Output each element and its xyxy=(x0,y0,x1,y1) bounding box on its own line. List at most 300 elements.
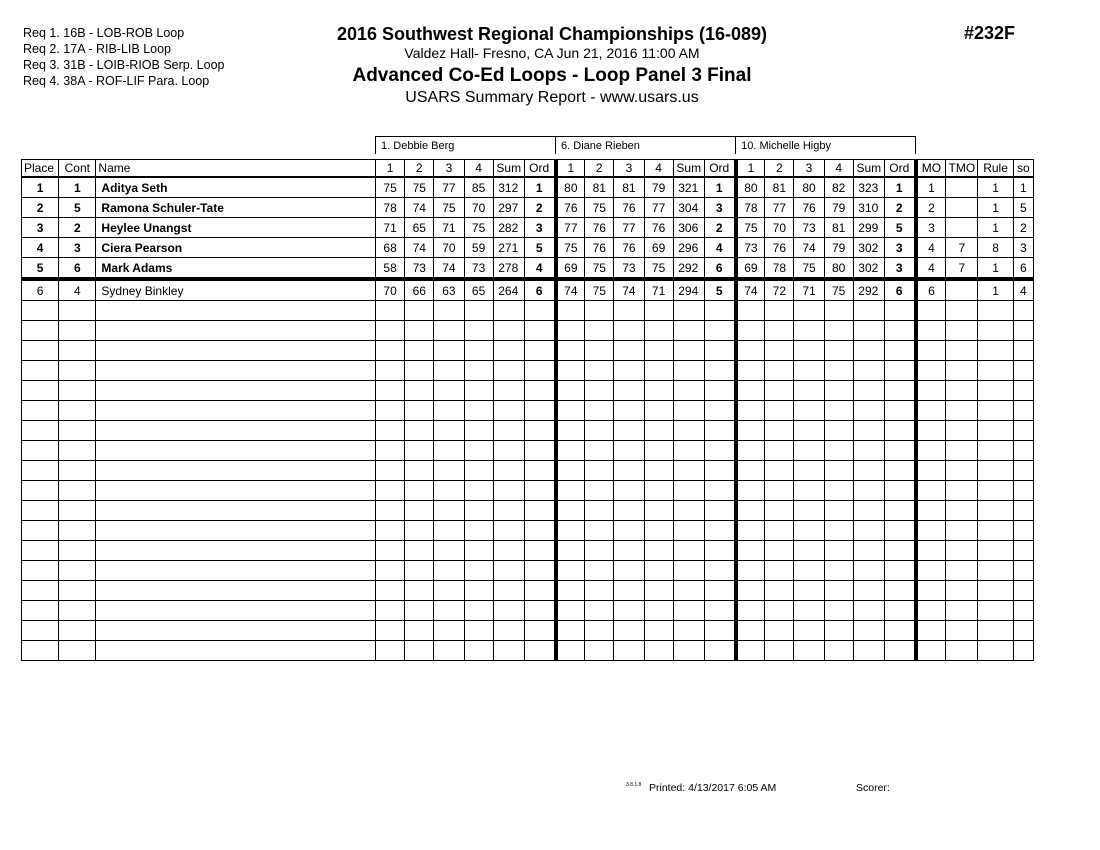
empty-cell xyxy=(644,521,673,541)
score: 74 xyxy=(405,238,434,258)
empty-cell xyxy=(978,441,1013,461)
empty-cell xyxy=(614,601,644,621)
empty-cell xyxy=(493,461,524,481)
rule-cell: 1 xyxy=(978,279,1013,301)
empty-cell xyxy=(493,521,524,541)
empty-cell xyxy=(884,461,915,481)
empty-cell xyxy=(765,461,794,481)
empty-cell xyxy=(22,481,59,501)
mo-cell: 4 xyxy=(916,258,946,280)
judge-3-col-header: 4 xyxy=(824,160,853,178)
result-row xyxy=(22,258,1034,280)
empty-cell xyxy=(376,521,405,541)
empty-cell xyxy=(765,441,794,461)
empty-cell xyxy=(916,541,946,561)
empty-cell xyxy=(96,561,376,581)
judge-1-col-header: 4 xyxy=(464,160,493,178)
empty-cell xyxy=(673,501,704,521)
empty-row xyxy=(22,381,1034,401)
empty-row xyxy=(22,561,1034,581)
empty-cell xyxy=(765,621,794,641)
empty-cell xyxy=(978,321,1013,341)
empty-cell xyxy=(916,381,946,401)
empty-cell xyxy=(916,341,946,361)
judge-2-col-header: 1 xyxy=(556,160,585,178)
empty-cell xyxy=(853,481,884,501)
results-table xyxy=(21,136,1034,661)
skater-name: Ciera Pearson xyxy=(96,238,376,258)
empty-cell xyxy=(673,641,704,661)
empty-cell xyxy=(376,481,405,501)
empty-cell xyxy=(1013,601,1033,621)
tmo-cell xyxy=(946,218,978,238)
judge-1-col-header: 2 xyxy=(405,160,434,178)
empty-cell xyxy=(493,401,524,421)
empty-cell xyxy=(916,501,946,521)
empty-cell xyxy=(884,521,915,541)
empty-cell xyxy=(96,441,376,461)
empty-cell xyxy=(736,361,765,381)
empty-cell xyxy=(614,321,644,341)
so-cell: 4 xyxy=(1013,279,1033,301)
score: 70 xyxy=(434,238,464,258)
empty-cell xyxy=(376,621,405,641)
empty-cell xyxy=(853,381,884,401)
empty-row xyxy=(22,641,1034,661)
empty-cell xyxy=(644,361,673,381)
empty-cell xyxy=(765,581,794,601)
empty-cell xyxy=(644,401,673,421)
empty-cell xyxy=(824,321,853,341)
empty-cell xyxy=(884,321,915,341)
empty-cell xyxy=(704,441,735,461)
mo-cell: 6 xyxy=(916,279,946,301)
empty-cell xyxy=(978,301,1013,321)
empty-cell xyxy=(946,601,978,621)
empty-cell xyxy=(59,441,96,461)
empty-cell xyxy=(824,481,853,501)
empty-cell xyxy=(704,341,735,361)
empty-cell xyxy=(464,641,493,661)
empty-cell xyxy=(59,601,96,621)
empty-cell xyxy=(824,421,853,441)
competition-title: 2016 Southwest Regional Championships (16-089) xyxy=(336,24,768,44)
empty-cell xyxy=(376,461,405,481)
empty-cell xyxy=(405,541,434,561)
empty-cell xyxy=(524,621,555,641)
empty-cell xyxy=(644,541,673,561)
empty-cell xyxy=(556,561,585,581)
skater-name: Aditya Seth xyxy=(96,177,376,198)
empty-cell xyxy=(794,301,824,321)
empty-cell xyxy=(614,501,644,521)
empty-cell xyxy=(464,321,493,341)
event-number: #232F xyxy=(964,23,1016,43)
empty-cell xyxy=(96,321,376,341)
score: 75 xyxy=(585,198,614,218)
empty-cell xyxy=(434,441,464,461)
empty-cell xyxy=(585,621,614,641)
empty-row xyxy=(22,461,1034,481)
score: 71 xyxy=(376,218,405,238)
empty-cell xyxy=(405,321,434,341)
empty-cell xyxy=(978,361,1013,381)
rule-cell: 1 xyxy=(978,177,1013,198)
score-sum: 302 xyxy=(853,258,884,280)
score: 85 xyxy=(464,177,493,198)
empty-cell xyxy=(405,601,434,621)
score: 79 xyxy=(644,177,673,198)
score: 70 xyxy=(376,279,405,301)
empty-cell xyxy=(946,541,978,561)
place-cell: 6 xyxy=(22,279,59,301)
score: 75 xyxy=(464,218,493,238)
result-row xyxy=(22,279,1034,301)
empty-cell xyxy=(704,521,735,541)
empty-cell xyxy=(59,521,96,541)
empty-cell xyxy=(736,541,765,561)
tmo-cell: 7 xyxy=(946,258,978,280)
empty-cell xyxy=(704,601,735,621)
score: 75 xyxy=(585,258,614,280)
empty-cell xyxy=(736,501,765,521)
empty-cell xyxy=(405,521,434,541)
empty-cell xyxy=(946,561,978,581)
empty-cell xyxy=(765,301,794,321)
empty-cell xyxy=(736,441,765,461)
empty-cell xyxy=(524,441,555,461)
empty-cell xyxy=(405,581,434,601)
ordinal: 5 xyxy=(524,238,555,258)
empty-cell xyxy=(736,421,765,441)
empty-cell xyxy=(794,581,824,601)
empty-cell xyxy=(464,401,493,421)
empty-cell xyxy=(704,421,735,441)
score-sum: 323 xyxy=(853,177,884,198)
empty-cell xyxy=(585,601,614,621)
empty-cell xyxy=(614,541,644,561)
judge-name-1: 1. Debbie Berg xyxy=(376,137,556,155)
empty-cell xyxy=(585,401,614,421)
empty-cell xyxy=(614,401,644,421)
empty-cell xyxy=(978,641,1013,661)
empty-cell xyxy=(673,541,704,561)
empty-cell xyxy=(704,361,735,381)
empty-cell xyxy=(704,561,735,581)
so-cell: 1 xyxy=(1013,177,1033,198)
score: 74 xyxy=(405,198,434,218)
empty-cell xyxy=(1013,401,1033,421)
empty-cell xyxy=(704,641,735,661)
empty-cell xyxy=(493,501,524,521)
empty-cell xyxy=(1013,361,1033,381)
empty-cell xyxy=(376,501,405,521)
score: 77 xyxy=(434,177,464,198)
empty-cell xyxy=(916,641,946,661)
score: 78 xyxy=(736,198,765,218)
empty-cell xyxy=(978,561,1013,581)
empty-cell xyxy=(493,381,524,401)
empty-cell xyxy=(59,321,96,341)
so-cell: 5 xyxy=(1013,198,1033,218)
empty-cell xyxy=(22,501,59,521)
empty-cell xyxy=(853,561,884,581)
score: 81 xyxy=(614,177,644,198)
judge-name-3: 10. Michelle Higby xyxy=(736,137,916,155)
empty-cell xyxy=(853,541,884,561)
empty-cell xyxy=(946,461,978,481)
requirement-3: Req 3. 31B - LOIB-RIOB Serp. Loop xyxy=(23,58,225,72)
empty-cell xyxy=(585,481,614,501)
empty-cell xyxy=(96,541,376,561)
ordinal: 6 xyxy=(524,279,555,301)
empty-cell xyxy=(96,421,376,441)
score: 68 xyxy=(376,238,405,258)
judge-1-col-header: 1 xyxy=(376,160,405,178)
empty-cell xyxy=(916,601,946,621)
empty-cell xyxy=(946,381,978,401)
empty-cell xyxy=(765,641,794,661)
result-row xyxy=(22,198,1034,218)
empty-cell xyxy=(765,381,794,401)
ordinal: 6 xyxy=(884,279,915,301)
empty-cell xyxy=(22,401,59,421)
empty-cell xyxy=(673,561,704,581)
empty-cell xyxy=(794,621,824,641)
empty-cell xyxy=(884,381,915,401)
empty-cell xyxy=(794,321,824,341)
empty-cell xyxy=(434,501,464,521)
empty-cell xyxy=(464,301,493,321)
empty-cell xyxy=(493,581,524,601)
col-mo-header: MO xyxy=(916,160,946,178)
col-so-header: so xyxy=(1013,160,1033,178)
requirements-list xyxy=(23,25,225,89)
empty-cell xyxy=(673,481,704,501)
empty-cell xyxy=(916,621,946,641)
empty-cell xyxy=(824,461,853,481)
empty-cell xyxy=(916,421,946,441)
mo-cell: 3 xyxy=(916,218,946,238)
empty-cell xyxy=(22,341,59,361)
empty-cell xyxy=(644,501,673,521)
ordinal: 3 xyxy=(524,218,555,238)
empty-cell xyxy=(556,381,585,401)
score-sum: 294 xyxy=(673,279,704,301)
empty-cell xyxy=(853,501,884,521)
empty-cell xyxy=(765,321,794,341)
score: 65 xyxy=(464,279,493,301)
empty-cell xyxy=(376,421,405,441)
place-cell: 2 xyxy=(22,198,59,218)
judge-2-col-header: Sum xyxy=(673,160,704,178)
empty-cell xyxy=(673,341,704,361)
score: 74 xyxy=(794,238,824,258)
empty-cell xyxy=(853,341,884,361)
ordinal: 2 xyxy=(704,218,735,238)
ordinal: 4 xyxy=(704,238,735,258)
empty-cell xyxy=(673,441,704,461)
empty-cell xyxy=(978,401,1013,421)
empty-cell xyxy=(736,321,765,341)
empty-cell xyxy=(556,301,585,321)
score-sum: 297 xyxy=(493,198,524,218)
score-sum: 282 xyxy=(493,218,524,238)
empty-cell xyxy=(59,641,96,661)
empty-cell xyxy=(916,461,946,481)
ordinal: 2 xyxy=(524,198,555,218)
empty-cell xyxy=(493,561,524,581)
empty-cell xyxy=(704,461,735,481)
score: 76 xyxy=(585,238,614,258)
empty-cell xyxy=(916,581,946,601)
empty-cell xyxy=(524,401,555,421)
score: 75 xyxy=(434,198,464,218)
empty-row xyxy=(22,421,1034,441)
empty-row xyxy=(22,481,1034,501)
mo-cell: 2 xyxy=(916,198,946,218)
score: 80 xyxy=(824,258,853,280)
empty-cell xyxy=(978,581,1013,601)
tmo-cell xyxy=(946,177,978,198)
result-row xyxy=(22,177,1034,198)
score: 74 xyxy=(736,279,765,301)
empty-cell xyxy=(704,301,735,321)
score-sum: 299 xyxy=(853,218,884,238)
cont-cell: 2 xyxy=(59,218,96,238)
empty-cell xyxy=(644,461,673,481)
score: 77 xyxy=(614,218,644,238)
empty-cell xyxy=(524,301,555,321)
empty-row xyxy=(22,441,1034,461)
empty-cell xyxy=(614,561,644,581)
judge-1-col-header: Sum xyxy=(493,160,524,178)
empty-cell xyxy=(794,401,824,421)
empty-cell xyxy=(22,621,59,641)
score: 81 xyxy=(765,177,794,198)
rule-cell: 1 xyxy=(978,258,1013,280)
score: 76 xyxy=(556,198,585,218)
empty-cell xyxy=(434,421,464,441)
empty-cell xyxy=(464,461,493,481)
empty-cell xyxy=(1013,381,1033,401)
empty-cell xyxy=(96,381,376,401)
empty-cell xyxy=(946,361,978,381)
empty-cell xyxy=(884,361,915,381)
empty-cell xyxy=(1013,301,1033,321)
empty-cell xyxy=(556,441,585,461)
score: 75 xyxy=(794,258,824,280)
empty-cell xyxy=(22,361,59,381)
empty-cell xyxy=(884,341,915,361)
tmo-cell xyxy=(946,279,978,301)
empty-cell xyxy=(585,341,614,361)
empty-cell xyxy=(556,361,585,381)
result-row xyxy=(22,238,1034,258)
empty-cell xyxy=(405,401,434,421)
empty-cell xyxy=(765,481,794,501)
empty-cell xyxy=(644,581,673,601)
empty-cell xyxy=(376,301,405,321)
rule-cell: 8 xyxy=(978,238,1013,258)
empty-cell xyxy=(824,561,853,581)
report-header xyxy=(322,23,782,108)
score: 76 xyxy=(644,218,673,238)
score: 75 xyxy=(585,279,614,301)
score: 70 xyxy=(765,218,794,238)
empty-cell xyxy=(824,381,853,401)
judge-3-col-header: 3 xyxy=(794,160,824,178)
empty-cell xyxy=(736,621,765,641)
empty-cell xyxy=(765,601,794,621)
empty-cell xyxy=(644,621,673,641)
report-subtitle: USARS Summary Report - www.usars.us xyxy=(405,89,699,106)
empty-cell xyxy=(59,381,96,401)
empty-cell xyxy=(405,621,434,641)
empty-cell xyxy=(824,501,853,521)
score: 73 xyxy=(614,258,644,280)
empty-cell xyxy=(59,561,96,581)
empty-cell xyxy=(96,481,376,501)
score-sum: 292 xyxy=(673,258,704,280)
empty-cell xyxy=(556,641,585,661)
empty-cell xyxy=(824,301,853,321)
empty-cell xyxy=(585,381,614,401)
empty-cell xyxy=(916,361,946,381)
score: 73 xyxy=(464,258,493,280)
empty-cell xyxy=(405,441,434,461)
empty-cell xyxy=(524,361,555,381)
empty-cell xyxy=(464,481,493,501)
empty-cell xyxy=(884,421,915,441)
empty-row xyxy=(22,501,1034,521)
empty-cell xyxy=(556,401,585,421)
empty-cell xyxy=(884,581,915,601)
score-sum: 271 xyxy=(493,238,524,258)
printed-timestamp: Printed: 4/13/2017 6:05 AM xyxy=(649,782,777,794)
empty-cell xyxy=(673,301,704,321)
empty-cell xyxy=(853,621,884,641)
empty-cell xyxy=(96,601,376,621)
score-sum: 306 xyxy=(673,218,704,238)
col-rule-header: Rule xyxy=(978,160,1013,178)
empty-cell xyxy=(464,421,493,441)
empty-cell xyxy=(765,341,794,361)
cont-cell: 3 xyxy=(59,238,96,258)
score-sum: 304 xyxy=(673,198,704,218)
empty-cell xyxy=(853,521,884,541)
score: 73 xyxy=(794,218,824,238)
empty-cell xyxy=(1013,541,1033,561)
empty-cell xyxy=(614,441,644,461)
score: 66 xyxy=(405,279,434,301)
score-sum: 302 xyxy=(853,238,884,258)
score: 80 xyxy=(556,177,585,198)
empty-cell xyxy=(59,401,96,421)
empty-cell xyxy=(644,441,673,461)
judge-header-spacer-right xyxy=(916,137,1034,155)
score: 69 xyxy=(644,238,673,258)
empty-cell xyxy=(556,501,585,521)
empty-cell xyxy=(1013,341,1033,361)
empty-cell xyxy=(1013,321,1033,341)
requirement-4: Req 4. 38A - ROF-LIF Para. Loop xyxy=(23,74,210,88)
empty-cell xyxy=(1013,641,1033,661)
empty-cell xyxy=(673,601,704,621)
empty-cell xyxy=(853,401,884,421)
judge-3-col-header: 2 xyxy=(765,160,794,178)
empty-cell xyxy=(96,581,376,601)
